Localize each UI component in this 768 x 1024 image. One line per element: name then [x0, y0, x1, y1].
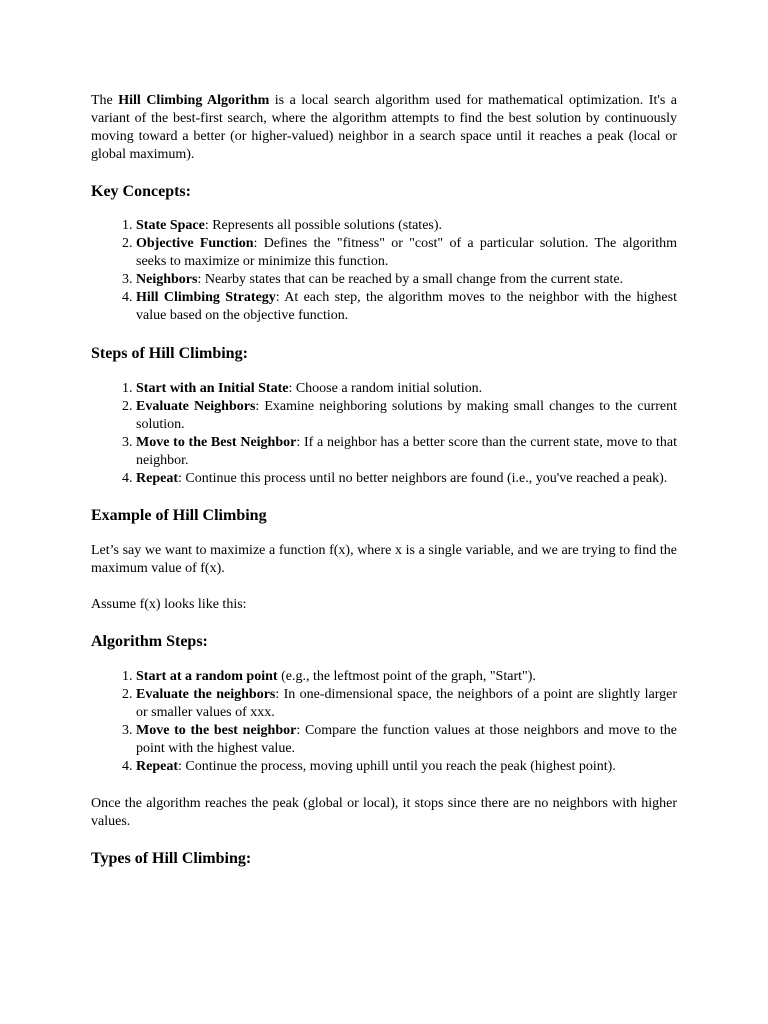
item-text: : Compare the function values at those neighbors and move to the point with the highest value.: [136, 723, 677, 756]
steps-list: [91, 380, 677, 488]
steps-heading: Steps of Hill Climbing:: [91, 345, 248, 362]
item-text: : Defines the "fitness" or "cost" of a particular solution. The algorithm seeks to maximize or minimize this function.: [136, 236, 677, 269]
example-heading: Example of Hill Climbing: [91, 507, 267, 524]
algorithm-steps-heading: Algorithm Steps:: [91, 633, 208, 650]
list-item: [136, 434, 677, 470]
item-term: Move to the best neighbor: [136, 723, 297, 738]
intro-text-start: The: [91, 93, 119, 108]
item-term: Objective Function: [136, 236, 254, 251]
conclusion-paragraph: Once the algorithm reaches the peak (global or local), it stops since there are no neighbors with higher values.: [91, 796, 677, 829]
item-text: : In one-dimensional space, the neighbors of a point are slightly larger or smaller values of xxx.: [136, 687, 677, 720]
item-term: Evaluate Neighbors: [136, 399, 256, 414]
list-item: [136, 235, 677, 271]
document-body: [91, 92, 677, 869]
key-concepts-list: [91, 217, 677, 325]
algorithm-steps-list: [91, 668, 677, 776]
list-item: [136, 289, 677, 325]
item-text: : Nearby states that can be reached by a small change from the current state.: [197, 272, 624, 287]
example-assume: Assume f(x) looks like this:: [91, 597, 247, 612]
item-term: Evaluate the neighbors: [136, 687, 276, 702]
item-text: : Continue the process, moving uphill until you reach the peak (highest point).: [178, 759, 616, 774]
item-text: : Continue this process until no better neighbors are found (i.e., you've reached a peak).: [178, 471, 668, 486]
list-item: [136, 398, 677, 434]
intro-paragraph: [91, 92, 677, 164]
list-item: [136, 758, 677, 776]
item-text: : Choose a random initial solution.: [288, 381, 483, 396]
item-text: : At each step, the algorithm moves to the neighbor with the highest value based on the objective function.: [136, 290, 677, 323]
list-item: [136, 380, 677, 398]
item-term: Hill Climbing Strategy: [136, 290, 276, 305]
item-term: Neighbors: [136, 272, 198, 287]
list-item: [136, 470, 677, 488]
intro-text-end: is a local search algorithm used for mathematical optimization. It's a variant of the best-first search, where the algorithm attempts to find the best solution by continuously moving toward a better (or higher-valued) neighbor in a search space until it reaches a peak (local or global maximum).: [91, 93, 678, 162]
list-item: [136, 217, 677, 235]
item-term: Repeat: [136, 759, 178, 774]
list-item: [136, 686, 677, 722]
item-text: : Examine neighboring solutions by making small changes to the current solution.: [136, 399, 677, 432]
key-concepts-heading: Key Concepts:: [91, 183, 191, 200]
item-term: Start with an Initial State: [136, 381, 289, 396]
list-item: [136, 668, 677, 686]
item-term: State Space: [136, 218, 205, 233]
list-item: [136, 722, 677, 758]
item-text: (e.g., the leftmost point of the graph, "Start").: [277, 669, 536, 684]
list-item: [136, 271, 677, 289]
item-term: Repeat: [136, 471, 178, 486]
types-heading: Types of Hill Climbing:: [91, 850, 252, 867]
item-term: Move to the Best Neighbor: [136, 435, 297, 450]
intro-term: Hill Climbing Algorithm: [118, 93, 270, 108]
item-text: : Represents all possible solutions (states).: [204, 218, 443, 233]
example-paragraph: Let’s say we want to maximize a function f(x), where x is a single variable, and we are trying to find the maximum value of f(x).: [91, 543, 677, 576]
item-term: Start at a random point: [136, 669, 278, 684]
item-text: : If a neighbor has a better score than the current state, move to that neighbor.: [136, 435, 677, 468]
